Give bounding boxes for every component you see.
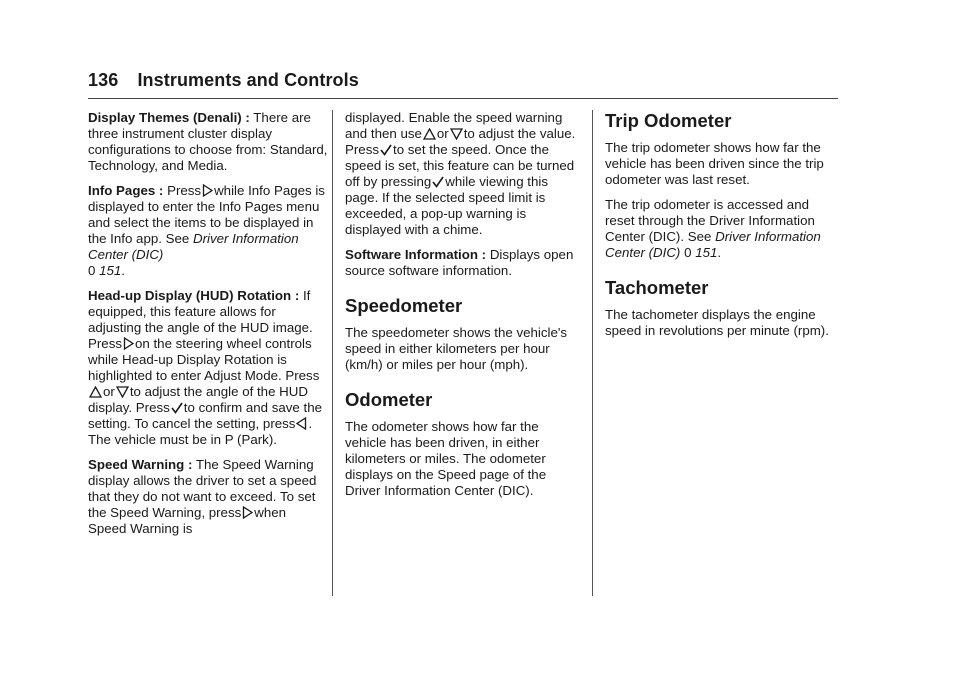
speed-warning-cont-text-3: to set the speed. Once the speed is set, this feature can be turned off by pressing xyxy=(345,142,575,189)
hud-rotation-text-3: to adjust the angle of the HUD display. Press xyxy=(88,384,308,415)
section-title: Instruments and Controls xyxy=(137,70,359,90)
speed-warning-cont-or: or xyxy=(436,126,449,141)
info-pages-end: . xyxy=(121,263,125,278)
trip-odometer-end: . xyxy=(717,245,722,260)
hud-rotation-text-4: to confirm and save the setting. To cancel the setting, press xyxy=(88,400,322,431)
software-info-term: Software Information : xyxy=(345,247,487,262)
page-ref-symbol: 0 xyxy=(88,263,96,278)
software-info-paragraph xyxy=(345,247,580,279)
header-rule xyxy=(88,98,838,99)
trip-odometer-ref-page: 151 xyxy=(695,245,718,260)
checkmark-icon xyxy=(380,144,392,156)
speedometer-text: The speedometer shows the vehicle's speed in either kilometers per hour (km/h) or miles per hour (mph). xyxy=(345,325,568,372)
info-pages-text-1: Press xyxy=(167,183,202,198)
trip-odometer-text-2: The trip odometer is accessed and reset through the Driver Information Center (DIC). See xyxy=(605,197,815,244)
page-ref-symbol: 0 xyxy=(684,245,692,260)
speed-warning-paragraph xyxy=(88,457,328,537)
column-3 xyxy=(605,110,840,348)
speed-warning-text-2: when Speed Warning is xyxy=(88,505,287,536)
hud-rotation-text-5: . The vehicle must be in P (Park). xyxy=(88,416,313,447)
tachometer-text: The tachometer displays the engine speed in revolutions per minute (rpm). xyxy=(605,307,829,338)
display-themes-term: Display Themes (Denali) : xyxy=(88,110,250,125)
hud-rotation-text-1: If equipped, this feature allows for adjusting the angle of the HUD image. Press xyxy=(88,288,313,351)
triangle-down-icon xyxy=(450,128,463,140)
odometer-text: The odometer shows how far the vehicle has been driven, in either kilometers or miles. The odometer displays on the Speed page of the Driver Information Center (DIC). xyxy=(345,419,547,498)
triangle-right-icon xyxy=(242,506,253,519)
page-header xyxy=(88,70,359,91)
info-pages-xref: Driver Information Center (DIC) xyxy=(88,231,299,262)
triangle-right-icon xyxy=(123,337,134,350)
tachometer-heading: Tachometer xyxy=(605,277,709,298)
speed-warning-term: Speed Warning : xyxy=(88,457,193,472)
page-number: 136 xyxy=(88,70,119,90)
triangle-right-icon xyxy=(202,184,213,197)
info-pages-paragraph xyxy=(88,183,328,279)
speed-warning-cont-text-2: to adjust the value. Press xyxy=(345,126,576,157)
hud-rotation-or: or xyxy=(103,384,115,399)
speed-warning-cont-text-4: while viewing this page. If the selected speed limit is exceeded, a pop-up warning is displayed with a chime. xyxy=(345,174,548,237)
hud-rotation-paragraph xyxy=(88,288,328,448)
info-pages-ref-page: 151 xyxy=(99,263,122,278)
column-divider-1 xyxy=(332,110,333,596)
triangle-left-icon xyxy=(296,417,307,430)
checkmark-icon xyxy=(171,402,183,414)
trip-odometer-xref: Driver Information Center (DIC) xyxy=(605,229,821,260)
speed-warning-continued xyxy=(345,110,580,238)
triangle-up-icon xyxy=(89,386,102,398)
hud-rotation-term: Head-up Display (HUD) Rotation : xyxy=(88,288,300,303)
trip-odometer-paragraph-2 xyxy=(605,197,840,261)
trip-odometer-text-1: The trip odometer shows how far the vehicle has been driven since the trip odometer was last reset. xyxy=(605,140,824,187)
info-pages-term: Info Pages : xyxy=(88,183,164,198)
hud-rotation-text-2: on the steering wheel controls while Head-up Display Rotation is highlighted to enter Adjust Mode. Press xyxy=(88,336,320,383)
checkmark-icon xyxy=(432,176,444,188)
speed-warning-text-1: The Speed Warning display allows the driver to set a speed that they do not want to exceed. To set the Speed Warning, press xyxy=(88,457,317,520)
speed-warning-cont-text-1: displayed. Enable the speed warning and then use xyxy=(345,110,563,141)
triangle-up-icon xyxy=(423,128,436,140)
triangle-down-icon xyxy=(116,386,129,398)
display-themes-text: There are three instrument cluster display configurations to choose from: Standard, Technology, and Media. xyxy=(88,110,328,173)
display-themes-paragraph xyxy=(88,110,328,174)
column-2 xyxy=(345,110,580,508)
speedometer-heading: Speedometer xyxy=(345,295,463,316)
column-1 xyxy=(88,110,328,546)
odometer-heading: Odometer xyxy=(345,389,433,410)
trip-odometer-heading: Trip Odometer xyxy=(605,110,732,131)
column-divider-2 xyxy=(592,110,593,596)
info-pages-text-2: while Info Pages is displayed to enter the Info Pages menu and select the items to be displayed in the Info app. See xyxy=(88,183,325,246)
software-info-text: Displays open source software information. xyxy=(345,247,574,278)
